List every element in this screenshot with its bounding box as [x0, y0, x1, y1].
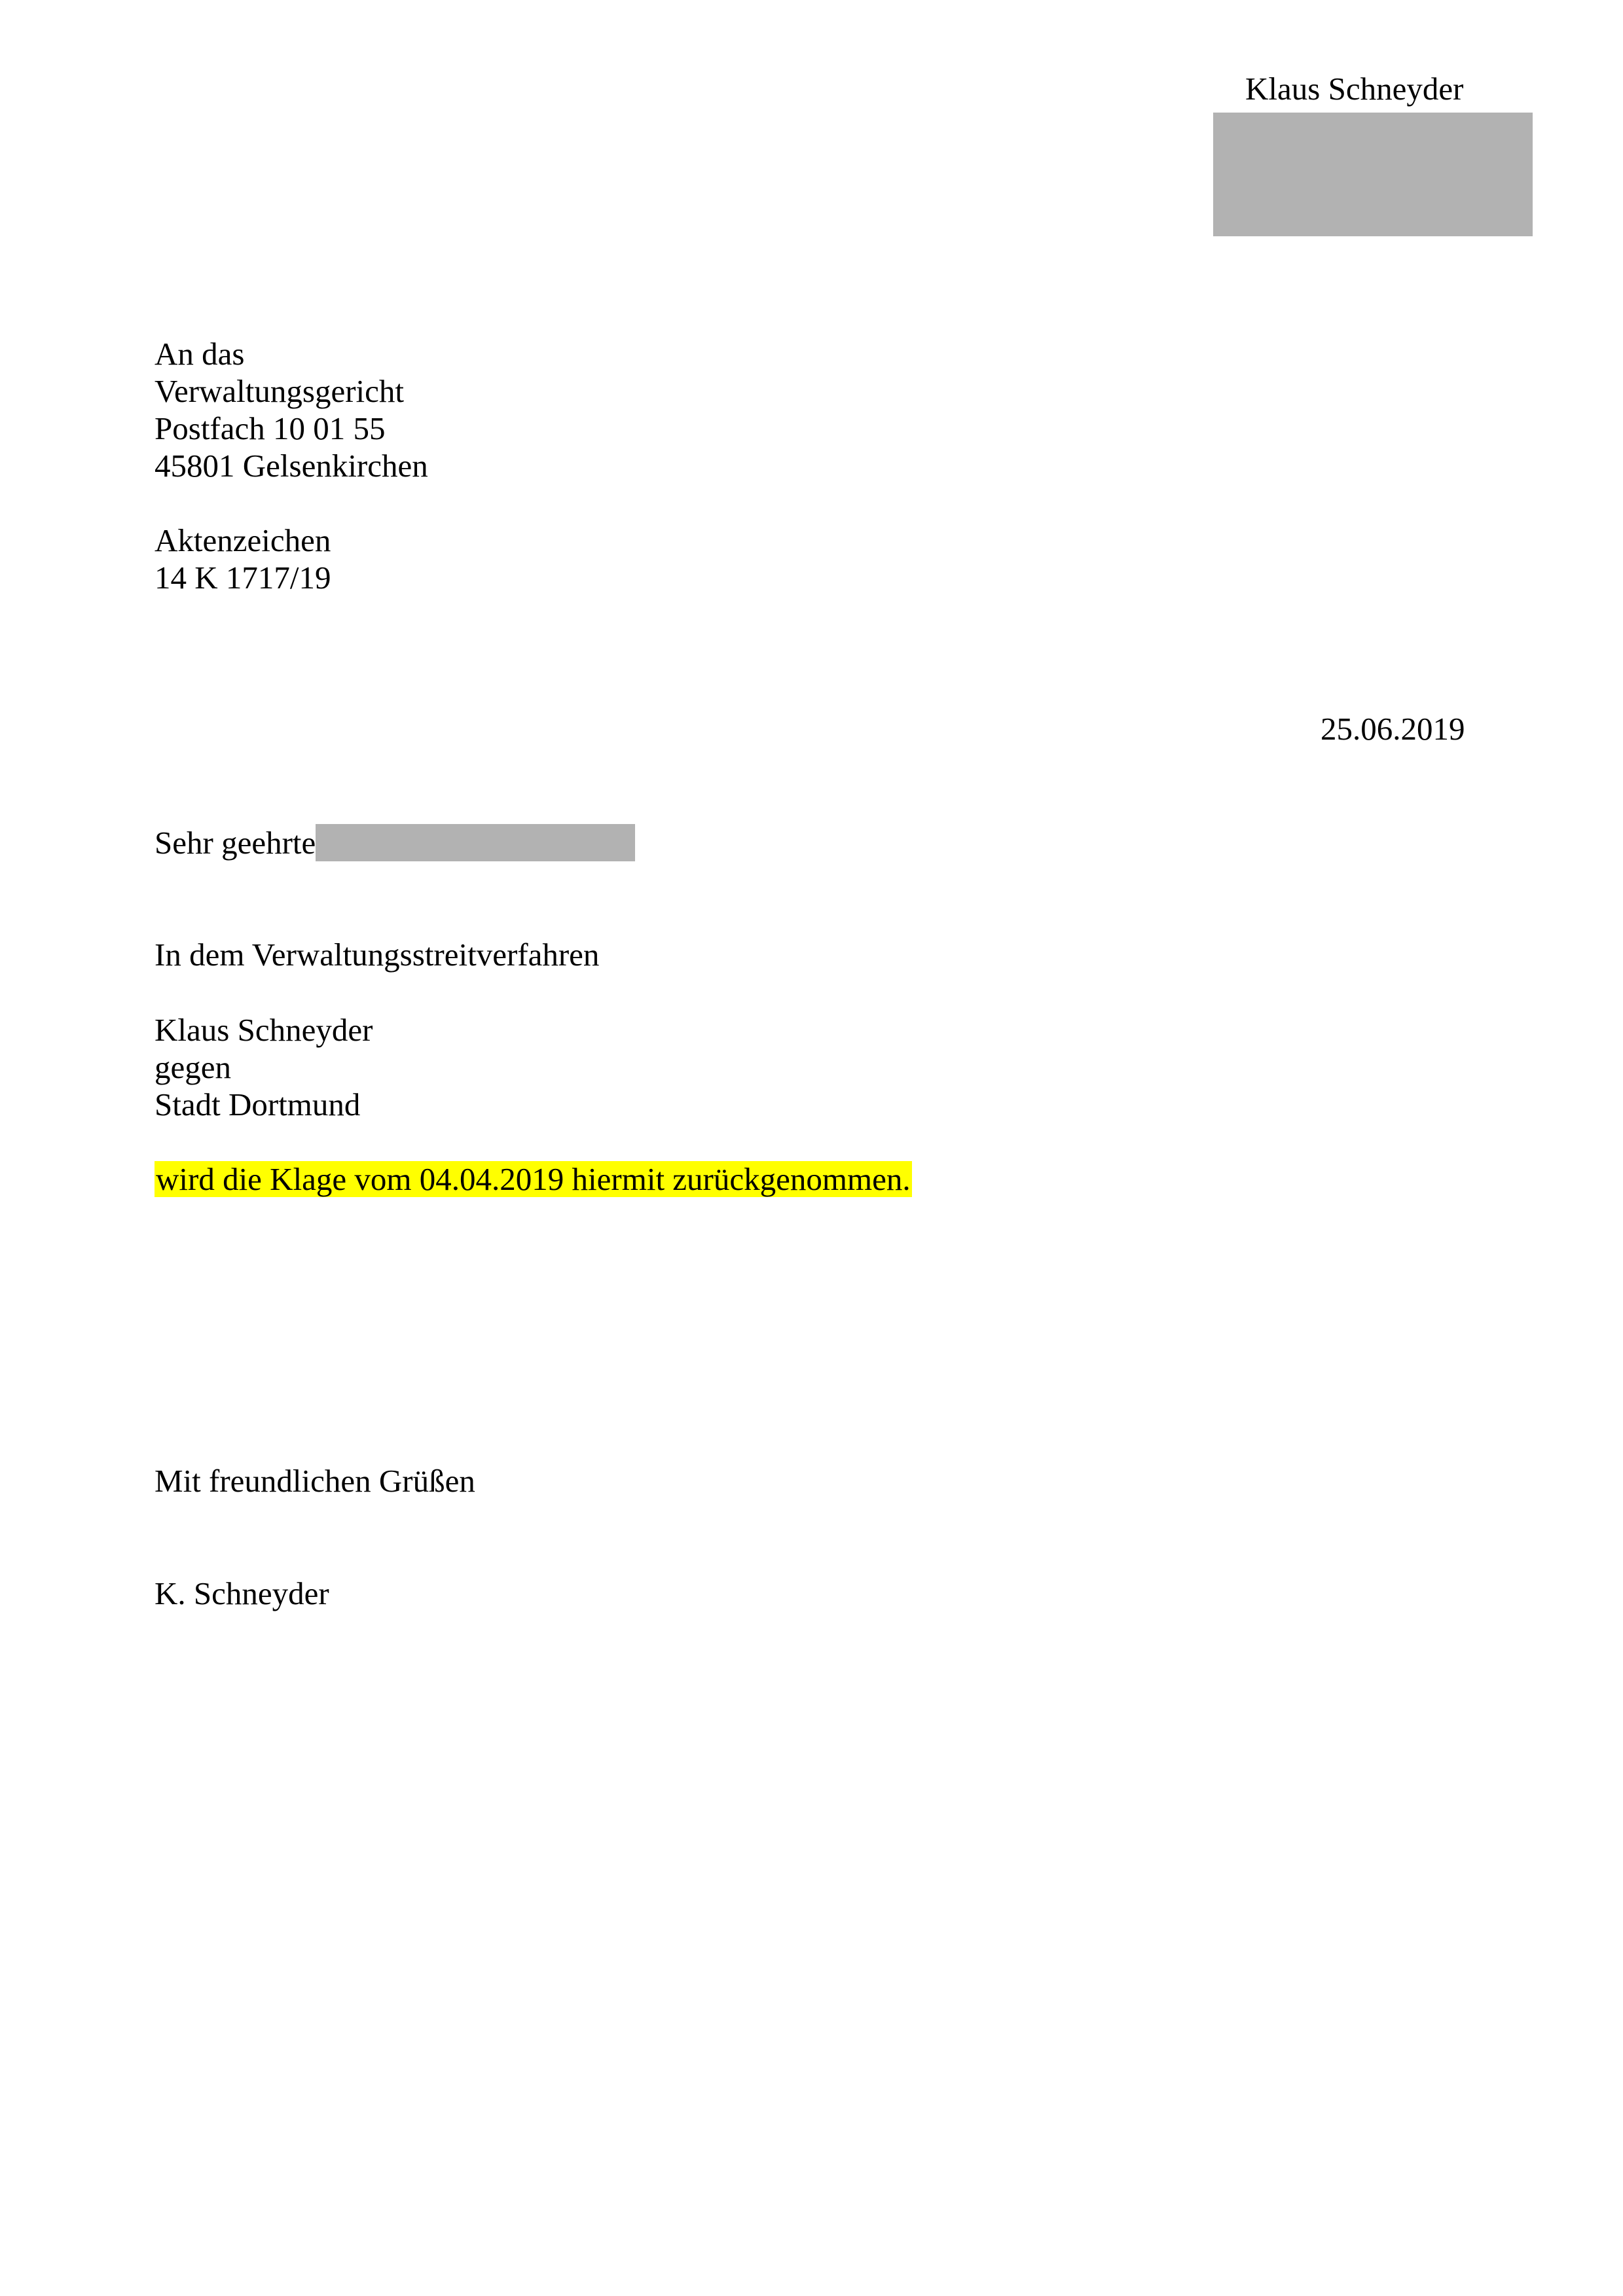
case-reference [155, 522, 331, 596]
versus-text: gegen [155, 1049, 231, 1085]
proceeding-text: In dem Verwaltungsstreitverfahren [155, 937, 600, 973]
recipient-line: An das [155, 336, 245, 372]
salutation [155, 824, 635, 861]
case-parties [155, 1011, 373, 1123]
recipient-address [155, 335, 428, 484]
redacted-sender-address [1213, 113, 1533, 236]
defendant-name: Stadt Dortmund [155, 1086, 361, 1122]
plaintiff-name: Klaus Schneyder [155, 1012, 373, 1048]
closing-formula: Mit freundlichen Grüßen [155, 1463, 475, 1499]
recipient-line: Verwaltungsgericht [155, 373, 404, 409]
sender-name: Klaus Schneyder [1245, 71, 1464, 107]
recipient-line: 45801 Gelsenkirchen [155, 448, 428, 484]
salutation-text: Sehr geehrte [155, 825, 316, 861]
signature-name: K. Schneyder [155, 1575, 329, 1611]
recipient-line: Postfach 10 01 55 [155, 410, 386, 446]
letter-date: 25.06.2019 [1321, 711, 1465, 747]
reference-label: Aktenzeichen [155, 522, 331, 558]
reference-number: 14 K 1717/19 [155, 560, 331, 596]
withdrawal-statement [155, 1160, 912, 1198]
redacted-recipient-name [316, 824, 635, 861]
highlighted-withdrawal-text: wird die Klage vom 04.04.2019 hiermit zurückgenommen. [156, 1161, 911, 1197]
